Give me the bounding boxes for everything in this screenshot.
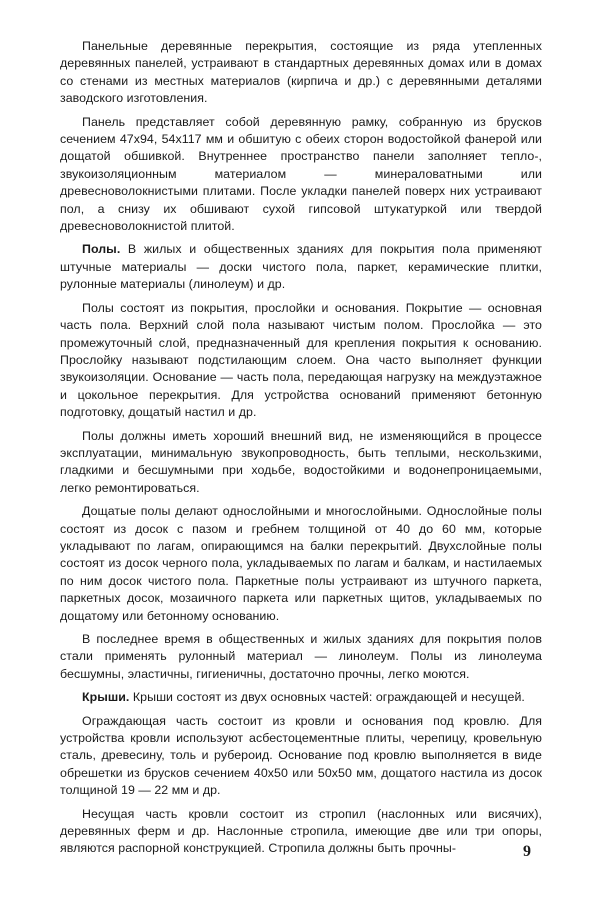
paragraph-roofs-heading: [60, 689, 542, 706]
paragraph-text: Панельные деревянные перекрытия, состоящие из ряда утепленных деревянных панелей, устраивают в стандартных деревянных домах или в домах со стенами из местных материалов (кирпича и др.) с деревянными деталями заводского изготовления.: [60, 39, 542, 106]
paragraph-floor-requirements: [60, 428, 542, 498]
paragraph-text: Панель представляет собой деревянную рамку, собранную из брусков сечением 47х94, 54х117 мм и обшитую с обеих сторон водостойкой фанерой или дощатой обшивкой. Внутреннее пространство панели заполняет тепло-, звукоизоляционным материалом — минераловатными или древесноволокнистыми плитами. После укладки панелей поверх них устраивают пол, а снизу их обшивают сухой гипсовой штукатуркой или твердой древесноволокнистой плитой.: [60, 114, 542, 234]
paragraph-roof-bearing: [60, 806, 542, 858]
paragraph-text: Дощатые полы делают однослойными и многослойными. Однослойные полы состоят из досок с пазом и гребнем толщиной от 40 до 60 мм, которые укладывают по лагам, опирающимся на балки перекрытий. Двухслойные полы состоят из досок черного пола, укладываемых по лагам и балкам, и настилаемых по ним досок чистого пола. Паркетные полы устраивают из штучного паркета, паркетных досок, мозаичного паркета или паркетных щитов, укладываемых по дощатому или бетонному основанию.: [60, 504, 542, 623]
paragraph-panel-floors: [60, 38, 542, 108]
paragraph-text: В последнее время в общественных и жилых зданиях для покрытия полов стали применять рулонный материал — линолеум. Полы из линолеума бесшумны, эластичны, гигиеничны, достаточно прочны, легко моются.: [60, 632, 542, 681]
paragraph-roof-enclosing: [60, 713, 542, 800]
paragraph-linoleum: [60, 631, 542, 683]
paragraph-lead: Крыши.: [82, 690, 130, 705]
paragraph-text: Полы состоят из покрытия, прослойки и основания. Покрытие — основная часть пола. Верхний слой пола называют чистым полом. Прослойка — это промежуточный слой, предназначенный для крепления покрытия к основанию. Прослойку называют подстилающим слоем. Она часто выполняет функции звукоизоляции. Основание — часть пола, передающая нагрузку на междуэтажное и цокольное перекрытия. Для устройства оснований применяют бетонную подготовку, дощатый настил и др.: [60, 300, 542, 420]
paragraph-text: В жилых и общественных зданиях для покрытия пола применяют штучные материалы — доски чистого пола, паркет, керамические плитки, рулонные материалы (линолеум) и др.: [60, 242, 542, 292]
page-body: [60, 38, 542, 864]
paragraph-panel-structure: [60, 114, 542, 236]
paragraph-plank-floors: [60, 503, 542, 625]
paragraph-lead: Полы.: [82, 242, 121, 257]
paragraph-floors-heading: [60, 241, 542, 293]
paragraph-text: Ограждающая часть состоит из кровли и основания под кровлю. Для устройства кровли используют асбестоцементные плиты, черепицу, кровельную сталь, древесину, толь и рубероид. Основание под кровлю выполняется в виде обрешетки из брусков сечением 40х50 или 50х50 мм, дощатого настила из досок толщиной 19 — 22 мм и др.: [60, 713, 542, 798]
paragraph-text: Крыши состоят из двух основных частей: ограждающей и несущей.: [129, 690, 525, 705]
paragraph-floor-layers: [60, 300, 542, 422]
page-number: 9: [523, 843, 531, 860]
paragraph-text: Полы должны иметь хороший внешний вид, не изменяющийся в процессе эксплуатации, минимальную звукопроводность, быть теплыми, нескользкими, гладкими и бесшумными при ходьбе, водостойкими и водонепроницаемыми, легко ремонтироваться.: [60, 428, 542, 495]
paragraph-text: Несущая часть кровли состоит из стропил (наслонных или висячих), деревянных ферм и др. Наслонные стропила, имеющие две или три опоры, являются распорной конструкцией. Стропила должны быть прочны-: [60, 806, 542, 856]
